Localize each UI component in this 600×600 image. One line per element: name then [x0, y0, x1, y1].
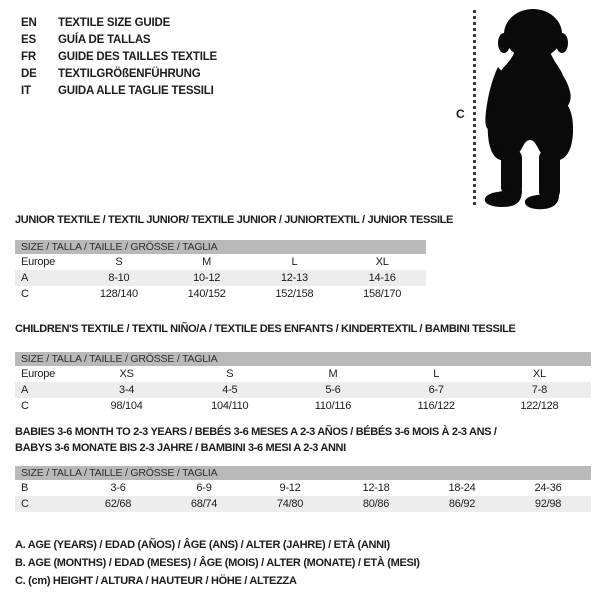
value-cell: 18-24: [448, 482, 476, 494]
language-label: GUÍA DE TALLAS: [58, 34, 151, 46]
size-header-row: [15, 352, 591, 366]
footnote-line: A. AGE (YEARS) / EDAD (AÑOS) / ÂGE (ANS) / ALTER (JAHRE) / ETÀ (ANNI): [15, 539, 390, 551]
value-cell: 8-10: [75, 270, 163, 286]
value-cell: 6-9: [196, 482, 212, 494]
value-cell: 140/152: [187, 288, 226, 300]
value-cell: 9-12: [279, 482, 301, 494]
size-header-cell: SIZE / TALLA / TAILLE / GRÖSSE / TAGLIA: [15, 240, 426, 254]
table-row: [15, 496, 591, 512]
language-row: [21, 83, 217, 100]
value-cell: 158/170: [363, 288, 402, 300]
children-textile-table: [15, 321, 591, 414]
table-title-line: BABYS 3-6 MONATE BIS 2-3 JAHRE / BAMBINI 3-6 MESI A 2-3 ANNI: [15, 442, 346, 454]
value-cell: 7-8: [488, 382, 591, 398]
table-row: [15, 398, 591, 414]
value-cell: M: [202, 256, 212, 268]
size-header-cell: SIZE / TALLA / TAILLE / GRÖSSE / TAGLIA: [15, 352, 591, 366]
language-row: [21, 32, 217, 49]
value-cell: 116/122: [417, 400, 455, 412]
value-cell: 6-7: [385, 382, 488, 398]
footnote-line: B. AGE (MONTHS) / EDAD (MESES) / ÂGE (MOIS) / ALTER (MONATE) / ETÀ (MESI): [15, 557, 420, 569]
size-table-grid: [15, 352, 591, 414]
value-cell: 3-6: [110, 482, 126, 494]
language-list: [21, 15, 217, 100]
table-grid: [15, 466, 591, 512]
value-cell: 74/80: [247, 496, 333, 512]
value-cell: 98/104: [110, 400, 143, 412]
table-grid: [15, 240, 426, 302]
footnote-list: [15, 536, 420, 590]
babies-textile-table: [15, 424, 591, 512]
value-cell: M: [328, 368, 338, 380]
value-cell: XS: [119, 368, 134, 380]
language-label: GUIDA ALLE TAGLIE TESSILI: [58, 85, 214, 97]
value-cell: XL: [375, 256, 389, 268]
language-label: TEXTILGRÖßENFÜHRUNG: [58, 68, 201, 80]
table-title-line: CHILDREN'S TEXTILE / TEXTIL NIÑO/A / TEXTILE DES ENFANTS / KINDERTEXTIL / BAMBINI TESSILE: [15, 323, 516, 335]
value-cell: 68/74: [161, 496, 247, 512]
language-row: [21, 66, 217, 83]
footnote-line: C. (cm) HEIGHT / ALTURA / HAUTEUR / HÖHE / ALTEZZA: [15, 575, 297, 587]
value-cell: 152/158: [275, 288, 314, 300]
size-table-grid: [15, 466, 591, 512]
value-cell: 5-6: [281, 382, 384, 398]
value-cell: S: [226, 368, 234, 380]
value-cell: 104/110: [211, 400, 249, 412]
row-label-cell: A: [15, 382, 75, 398]
size-header-row: [15, 240, 426, 254]
value-cell: 14-16: [338, 270, 426, 286]
value-cell: 92/98: [505, 496, 591, 512]
value-cell: 80/86: [333, 496, 419, 512]
height-dashed-line: [473, 10, 476, 207]
table-grid: [15, 352, 591, 414]
value-cell: 3-4: [75, 382, 178, 398]
table-row: [15, 286, 426, 302]
value-cell: L: [433, 368, 440, 380]
language-label: TEXTILE SIZE GUIDE: [58, 17, 171, 29]
table-row: [15, 366, 591, 382]
language-label: GUIDE DES TAILLES TEXTILE: [58, 51, 217, 63]
language-code: DE: [21, 68, 37, 80]
baby-silhouette-shape: [485, 9, 573, 209]
language-code: FR: [21, 51, 36, 63]
value-cell: 86/92: [419, 496, 505, 512]
row-label-cell: C: [21, 288, 29, 300]
row-label-cell: C: [21, 400, 29, 412]
language-code: ES: [21, 34, 36, 46]
junior-textile-table: [15, 212, 454, 302]
table-title: [15, 321, 591, 337]
language-row: [21, 49, 217, 66]
value-cell: 10-12: [163, 270, 251, 286]
language-code: EN: [21, 17, 37, 29]
size-header-row: [15, 466, 591, 480]
row-label-cell: B: [21, 482, 29, 494]
value-cell: L: [291, 256, 298, 268]
table-row: [15, 254, 426, 270]
table-title-line: BABIES 3-6 MONTH TO 2-3 YEARS / BEBÉS 3-6 MESES A 2-3 AÑOS / BÉBÉS 3-6 MOIS À 2-3 ANS /: [15, 426, 497, 438]
value-cell: 12-18: [362, 482, 390, 494]
value-cell: 12-13: [251, 270, 339, 286]
value-cell: 4-5: [178, 382, 281, 398]
table-row: [15, 270, 426, 286]
row-label-cell: Europe: [21, 256, 55, 268]
row-label-cell: C: [15, 496, 75, 512]
size-table-grid: [15, 240, 426, 302]
table-title: [15, 212, 454, 228]
language-code: IT: [21, 85, 31, 97]
height-measure-label: C: [456, 107, 465, 121]
value-cell: 24-36: [534, 482, 562, 494]
size-header-cell: SIZE / TALLA / TAILLE / GRÖSSE / TAGLIA: [15, 466, 591, 480]
value-cell: 122/128: [520, 400, 559, 412]
value-cell: 128/140: [99, 288, 138, 300]
table-row: [15, 480, 591, 496]
table-row: [15, 382, 591, 398]
value-cell: 110/116: [314, 400, 352, 412]
value-cell: S: [115, 256, 123, 268]
value-cell: 62/68: [75, 496, 161, 512]
row-label-cell: A: [15, 270, 75, 286]
baby-silhouette-image: [481, 7, 579, 211]
table-title: [15, 424, 591, 456]
row-label-cell: Europe: [21, 368, 55, 380]
language-row: [21, 15, 217, 32]
table-title-line: JUNIOR TEXTILE / TEXTIL JUNIOR/ TEXTILE JUNIOR / JUNIORTEXTIL / JUNIOR TESSILE: [15, 214, 454, 226]
value-cell: XL: [532, 368, 546, 380]
